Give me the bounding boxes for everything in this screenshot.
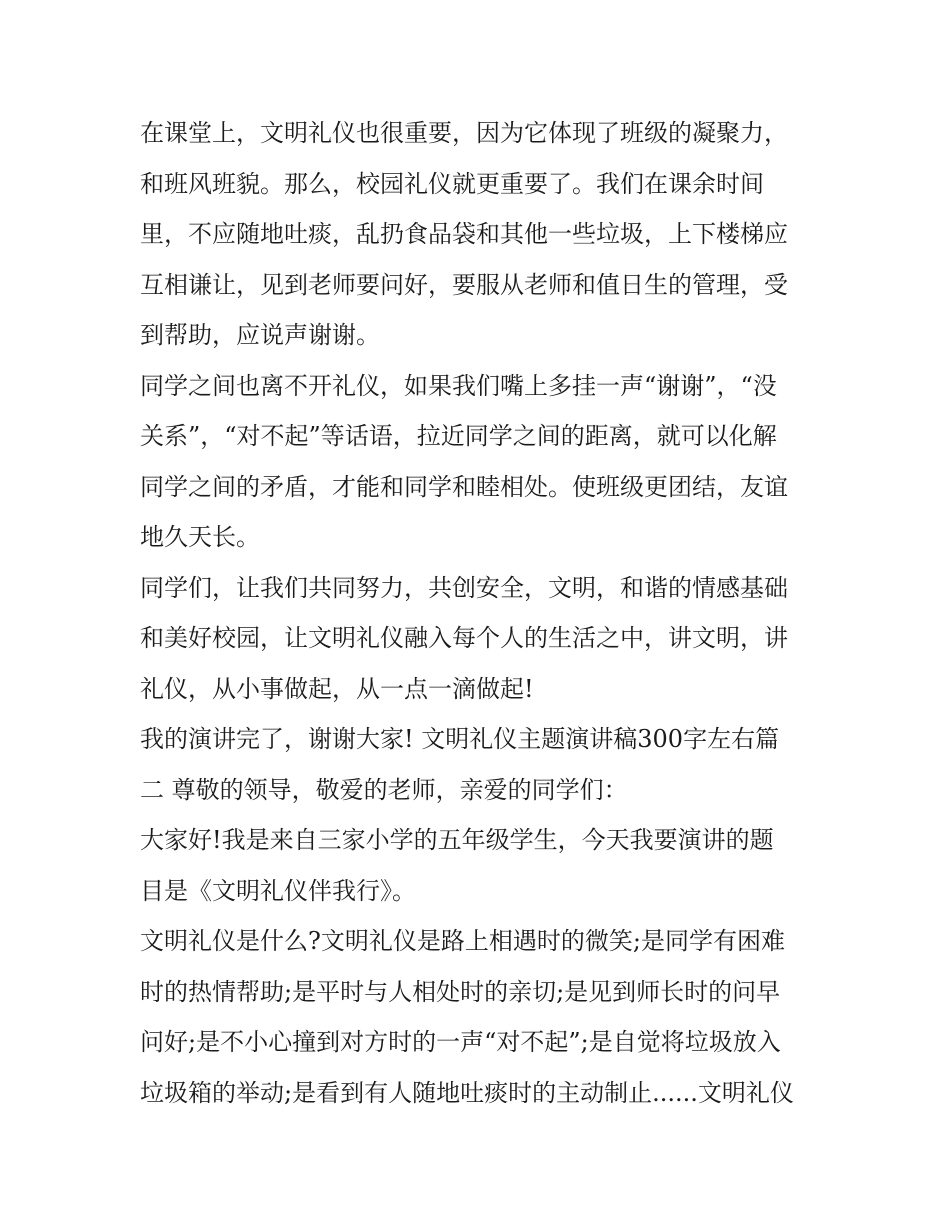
text-line: 垃圾箱的举动;是看到有人随地吐痰时的主动制止......文明礼仪 <box>140 1078 794 1107</box>
paragraph-classroom-etiquette <box>140 108 820 361</box>
text-line: 同学们，让我们共同努力，共创安全，文明，和谐的情感基础 <box>140 573 788 602</box>
text-line: 里，不应随地吐痰，乱扔食品袋和其他一些垃圾，上下楼梯应 <box>140 220 788 248</box>
text-line: 目是《文明礼仪伴我行》。 <box>140 876 416 905</box>
paragraph-greeting <box>140 815 820 916</box>
text-line: 地久天长。 <box>140 523 260 551</box>
text-line: 礼仪，从小事做起，从一点一滴做起! <box>140 674 534 703</box>
text-line: 问好;是不小心撞到对方时的一声“对不起”;是自觉将垃圾放入 <box>140 1028 781 1056</box>
text-line: 同学之间的矛盾，才能和同学和睦相处。使班级更团结，友谊 <box>140 472 788 501</box>
text-line: 和班风班貌。那么，校园礼仪就更重要了。我们在课余时间 <box>140 169 764 198</box>
text-line: 大家好!我是来自三家小学的五年级学生，今天我要演讲的题 <box>140 826 774 854</box>
text-line: 和美好校园，让文明礼仪融入每个人的生活之中，讲文明，讲 <box>140 624 788 652</box>
paragraph-classmates-etiquette <box>140 361 820 563</box>
text-line: 关系”，“对不起”等话语，拉近同学之间的距离，就可以化解 <box>140 422 777 450</box>
document-body <box>140 108 820 1118</box>
text-line: 在课堂上，文明礼仪也很重要，因为它体现了班级的凝聚力， <box>140 119 788 147</box>
paragraph-what-is-etiquette <box>140 916 820 1118</box>
text-line: 文明礼仪是什么?文明礼仪是路上相遇时的微笑;是同学有困难 <box>140 927 785 955</box>
text-line: 我的演讲完了，谢谢大家! 文明礼仪主题演讲稿300字左右篇 <box>140 725 780 753</box>
text-line: 时的热情帮助;是平时与人相处时的亲切;是见到师长时的问早 <box>140 977 781 1006</box>
paragraph-call-to-action <box>140 563 820 715</box>
text-line: 二 尊敬的领导，敬爱的老师，亲爱的同学们： <box>140 775 628 804</box>
paragraph-closing-and-second-speech <box>140 714 820 815</box>
text-line: 同学之间也离不开礼仪，如果我们嘴上多挂一声“谢谢”，“没 <box>140 371 777 400</box>
text-line: 互相谦让，见到老师要问好，要服从老师和值日生的管理，受 <box>140 270 788 299</box>
text-line: 到帮助，应说声谢谢。 <box>140 321 380 349</box>
